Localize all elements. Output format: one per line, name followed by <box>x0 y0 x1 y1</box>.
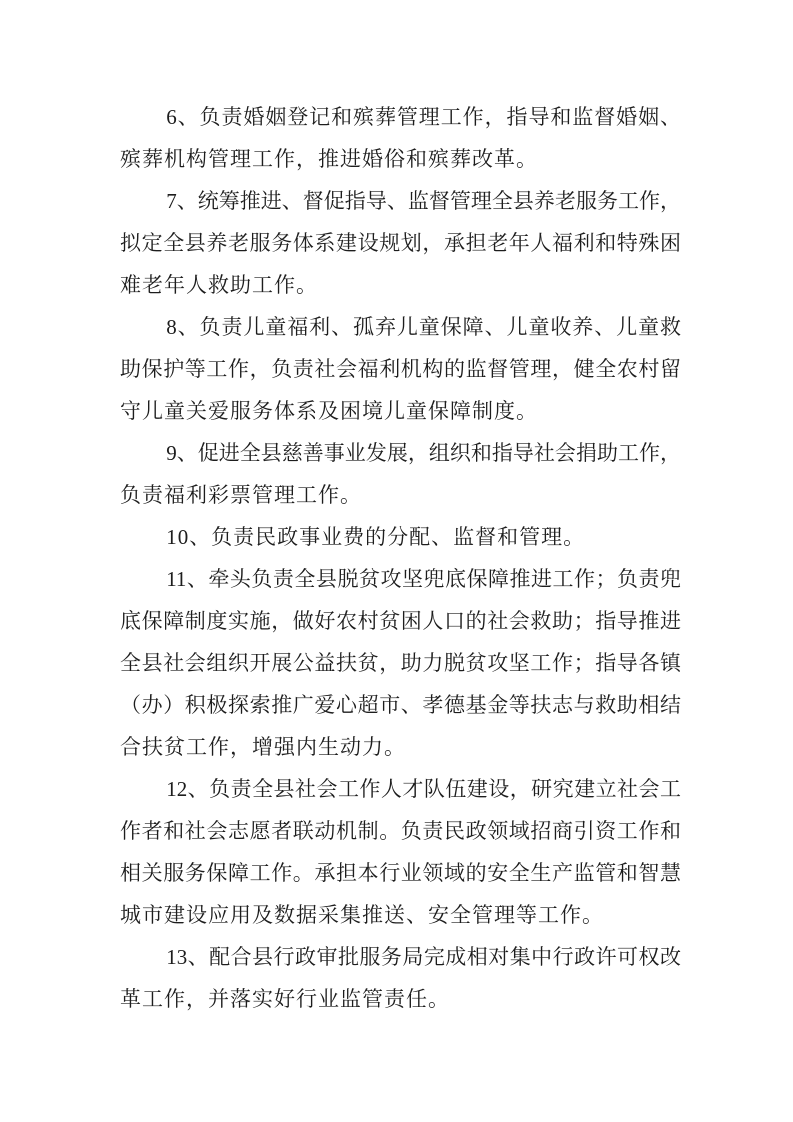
text-line: 9、促进全县慈善事业发展，组织和指导社会捐助工作， <box>166 441 681 465</box>
paragraph-item-12 <box>120 768 681 936</box>
text-line: 12、负责全县社会工作人才队伍建设，研究建立社会工 <box>166 777 681 801</box>
text-line: 13、配合县行政审批服务局完成相对集中行政许可权改 <box>166 945 681 969</box>
text-line: 作者和社会志愿者联动机制。负责民政领域招商引资工作和 <box>120 819 681 843</box>
text-line: 助保护等工作，负责社会福利机构的监督管理，健全农村留 <box>120 357 681 381</box>
text-line: 革工作，并落实好行业监管责任。 <box>120 987 450 1011</box>
paragraph-item-9 <box>120 432 681 516</box>
text-line: 10、负责民政事业费的分配、监督和管理。 <box>166 525 586 549</box>
text-line: 相关服务保障工作。承担本行业领域的安全生产监管和智慧 <box>120 861 681 885</box>
text-line: 守儿童关爱服务体系及困境儿童保障制度。 <box>120 399 538 423</box>
text-line: 6、负责婚姻登记和殡葬管理工作，指导和监督婚姻、 <box>166 105 681 129</box>
text-line: 底保障制度实施，做好农村贫困人口的社会救助；指导推进 <box>120 609 681 633</box>
paragraph-item-10 <box>120 516 681 558</box>
text-line: 难老年人救助工作。 <box>120 273 318 297</box>
text-line: 11、牵头负责全县脱贫攻坚兜底保障推进工作；负责兜 <box>166 567 681 591</box>
text-line: 7、统筹推进、督促指导、监督管理全县养老服务工作， <box>166 189 681 213</box>
paragraph-item-11 <box>120 558 681 768</box>
paragraph-item-8 <box>120 306 681 432</box>
text-line: 拟定全县养老服务体系建设规划，承担老年人福利和特殊困 <box>120 231 681 255</box>
paragraph-item-6 <box>120 96 681 180</box>
text-line: 全县社会组织开展公益扶贫，助力脱贫攻坚工作；指导各镇 <box>120 651 681 675</box>
text-line: 负责福利彩票管理工作。 <box>120 483 362 507</box>
paragraph-item-13 <box>120 936 681 1020</box>
text-line: 殡葬机构管理工作，推进婚俗和殡葬改革。 <box>120 147 538 171</box>
paragraph-item-7 <box>120 180 681 306</box>
document-body <box>120 96 681 1020</box>
text-line: 合扶贫工作，增强内生动力。 <box>120 735 406 759</box>
text-line: 8、负责儿童福利、孤弃儿童保障、儿童收养、儿童救 <box>166 315 681 339</box>
text-line: 城市建设应用及数据采集推送、安全管理等工作。 <box>120 903 604 927</box>
text-line: （办）积极探索推广爱心超市、孝德基金等扶志与救助相结 <box>120 693 681 717</box>
